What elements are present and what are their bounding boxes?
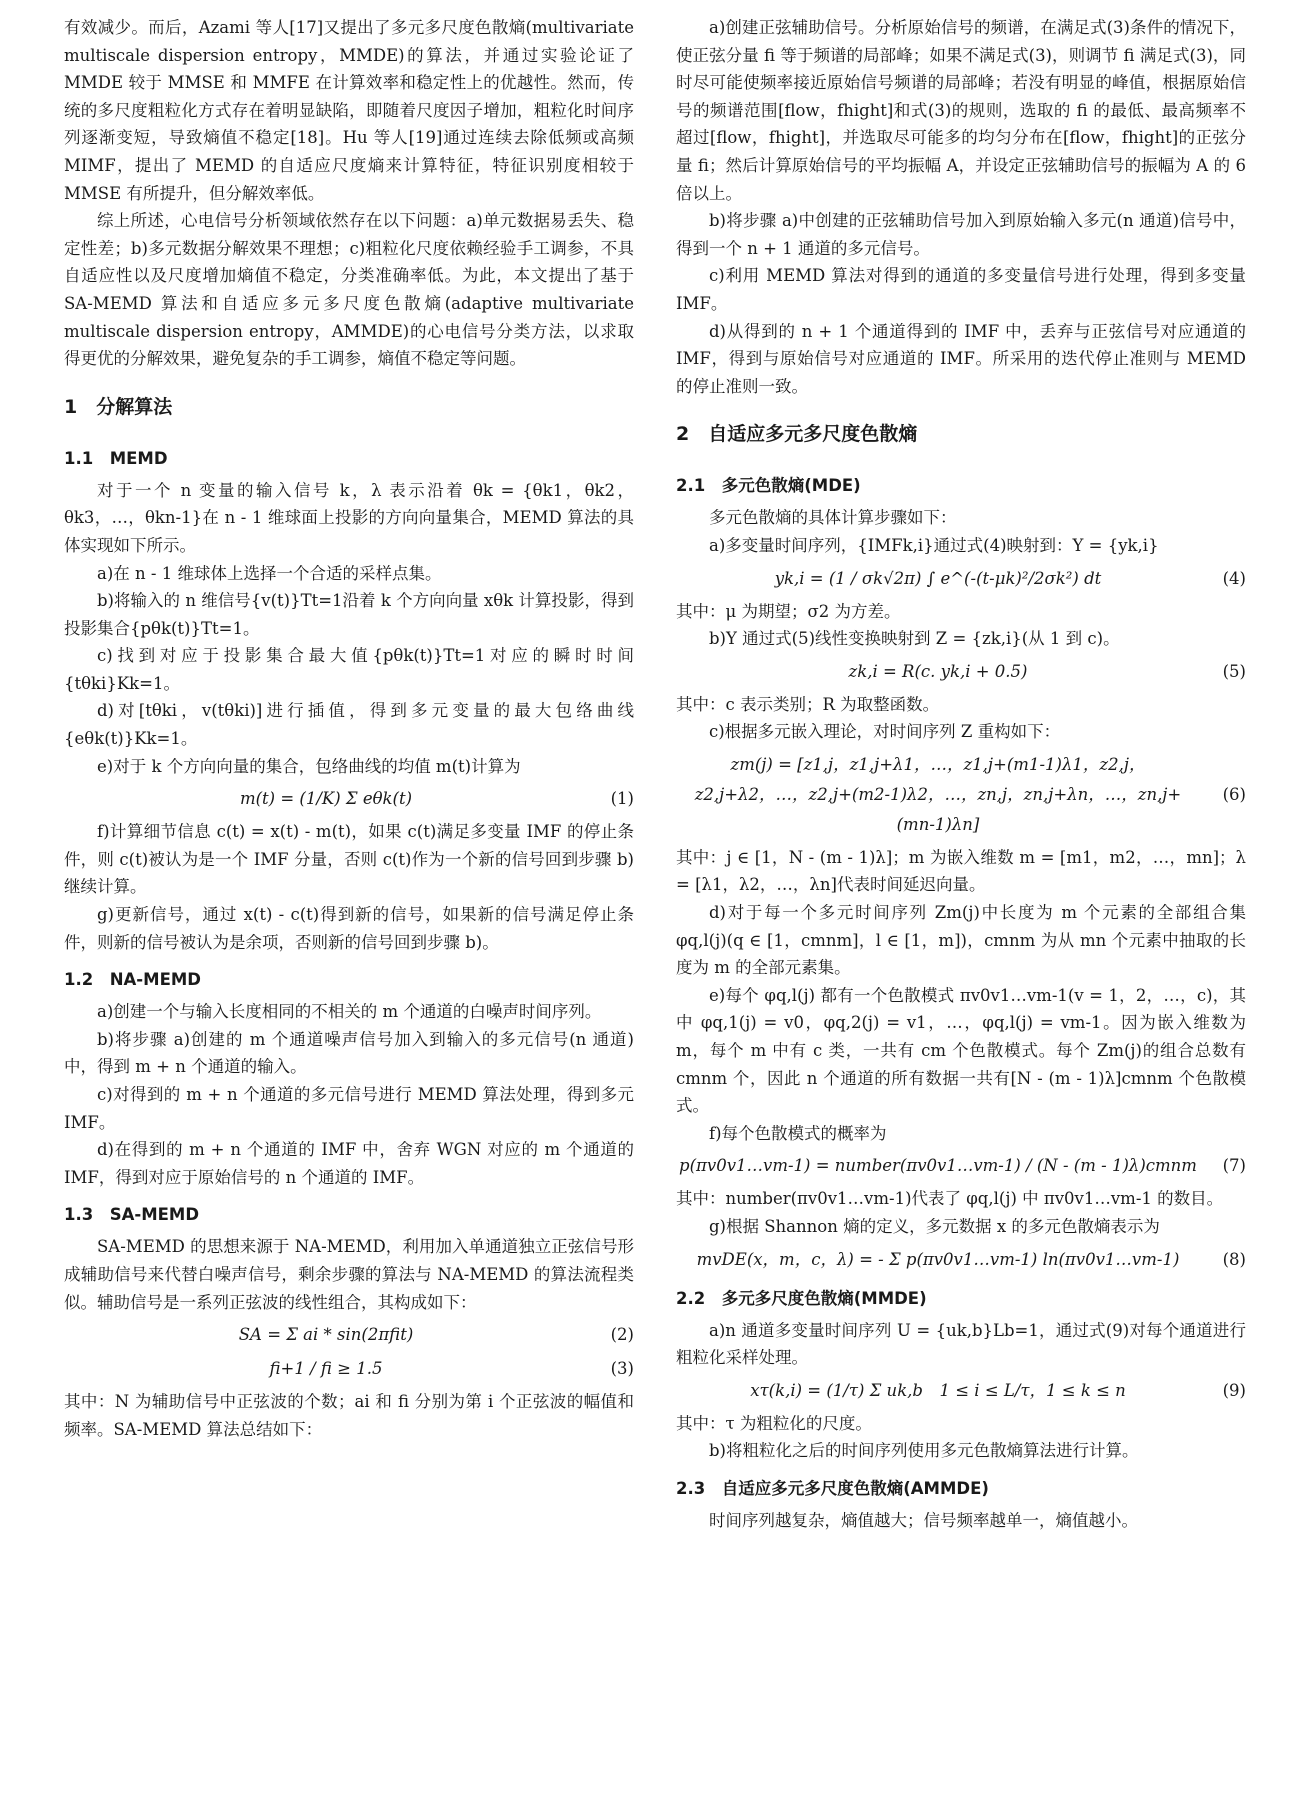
equation — [676, 564, 1246, 594]
paragraph: b)将步骤 a)创建的 m 个通道噪声信号加入到输入的多元信号(n 通道)中，得到 m + n 个通道的输入。 — [64, 1029, 634, 1077]
paragraph: g)更新信号，通过 x(t) - c(t)得到新的信号，如果新的信号满足停止条件，则新的信号被认为是余项，否则新的信号回到步骤 b)。 — [64, 905, 634, 952]
paragraph: f)计算细节信息 c(t) = x(t) - m(t)，如果 c(t)满足多变量 IMF 的停止条件，则 c(t)被认为是一个 IMF 分量，否则 c(t)作为一个新的信号回到步骤 b)继续计算。 — [64, 822, 634, 897]
paragraph: 时间序列越复杂，熵值越大；信号频率越单一，熵值越小。 — [709, 1510, 1138, 1530]
equation — [676, 1151, 1246, 1181]
paragraph: c)找到对应于投影集合最大值{pθk(t)}Tt=1对应的瞬时时间{tθki}Kk=1。 — [64, 646, 634, 693]
equation-number: (5) — [1222, 661, 1246, 681]
paragraph: d)对[tθki，v(tθki)]进行插值，得到多元变量的最大包络曲线{eθk(t)}Kk=1。 — [64, 701, 634, 749]
paragraph: b)将粗粒化之后的时间序列使用多元色散熵算法进行计算。 — [709, 1441, 1139, 1461]
equation-number: (2) — [610, 1325, 634, 1345]
equation-body: m(t) = (1/K) Σ eθk(t) — [239, 789, 413, 809]
equation — [676, 657, 1246, 687]
paragraph: 其中：j ∈ [1，N - (m - 1)λ]；m 为嵌入维数 m = [m1，m2，…，mn]；λ = [λ1，λ2，…，λn]代表时间延迟向量。 — [676, 847, 1246, 895]
paragraph: c)根据多元嵌入理论，对时间序列 Z 重构如下： — [709, 722, 1061, 742]
left-column — [64, 14, 634, 1443]
equation-number: (6) — [1222, 784, 1246, 804]
equation-body: yk,i = (1 / σk√2π) ∫ e^(-(t-μk)²/2σk²) dt — [774, 568, 1102, 588]
equation-body: zk,i = R(c. yk,i + 0.5) — [848, 661, 1028, 681]
subsection-heading: 2.1 多元色散熵(MDE) — [676, 476, 861, 496]
paragraph: 其中：τ 为粗粒化的尺度。 — [676, 1413, 872, 1433]
subsection-heading: 1.1 MEMD — [64, 448, 168, 468]
equation — [64, 1320, 634, 1350]
equation-number: (3) — [610, 1359, 634, 1379]
equation-body: SA = Σ ai * sin(2πfit) — [238, 1325, 414, 1345]
paragraph: e)每个 φq,l(j) 都有一个色散模式 πv0v1…vm-1(v = 1，2，…，c)，其中 φq,1(j) = v0，φq,2(j) = v1，…，φq,l(j) = vm-1。因为嵌入维数为 m，每个 m 中有 c 类，一共有 cm 个色散模式。每个 Zm(j)的组合总数有 cmnm 个，因此 n 个通道的所有数据一共有[N - (m - 1)λ]cmnm 个色散模式。 — [676, 985, 1246, 1116]
subsection-heading: 1.3 SA-MEMD — [64, 1205, 200, 1225]
paragraph: e)对于 k 个方向向量的集合，包络曲线的均值 m(t)计算为 — [97, 756, 521, 776]
paragraph: b)将输入的 n 维信号{v(t)}Tt=1沿着 k 个方向向量 xθk 计算投影，得到投影集合{pθk(t)}Tt=1。 — [64, 591, 634, 638]
paragraph: 其中：μ 为期望；σ2 为方差。 — [676, 601, 901, 621]
equation — [64, 784, 634, 814]
section-heading: 1 分解算法 — [64, 395, 173, 418]
equation-number: (7) — [1222, 1156, 1246, 1176]
paragraph: a)多变量时间序列，{IMFk,i}通过式(4)映射到：Y = {yk,i} — [709, 535, 1159, 555]
equation — [64, 1354, 634, 1384]
paragraph: f)每个色散模式的概率为 — [709, 1123, 887, 1143]
paragraph: a)创建一个与输入长度相同的不相关的 m 个通道的白噪声时间序列。 — [97, 1002, 602, 1022]
paragraph: a)创建正弦辅助信号。分析原始信号的频谱，在满足式(3)条件的情况下，使正弦分量 fi 等于频谱的局部峰；如果不满足式(3)，则调节 fi 满足式(3)，同时尽可能使频率接近原始信号频谱的局部峰；若没有明显的峰值，根据原始信号的频谱范围[flow，fhight]和式(3)的规则，选取的 fi 的最低、最高频率不超过[flow，fhight]，并选取尽可能多的均匀分布在[flow，fhight]的正弦分量 fi；然后计算原始信号的平均振幅 A，并设定正弦辅助信号的振幅为 A 的 6 倍以上。 — [676, 18, 1246, 203]
equation-body: p(πv0v1…vm-1) = number(πv0v1…vm-1) / (N - (m - 1)λ)cmnm — [679, 1156, 1197, 1176]
paragraph: a)n 通道多变量时间序列 U = {uk,b}Lb=1，通过式(9)对每个通道进行粗粒化采样处理。 — [676, 1320, 1246, 1368]
equation-body: fi+1 / fi ≥ 1.5 — [269, 1359, 383, 1379]
paragraph: 多元色散熵的具体计算步骤如下： — [709, 508, 957, 528]
equation-number: (8) — [1222, 1249, 1246, 1269]
paragraph: b)Y 通过式(5)线性变换映射到 Z = {zk,i}(从 1 到 c)。 — [709, 629, 1120, 649]
paragraph: 有效减少。而后，Azami 等人[17]又提出了多元多尺度色散熵(multivariate multiscale dispersion entropy，MMDE)的算法，并通过实验论证了 MMDE 较于 MMSE 和 MMFE 在计算效率和稳定性上的优越性。然而，传统的多尺度粗粒化方式存在着明显缺陷，即随着尺度因子增加，粗粒化时间序列逐渐变短，导致熵值不稳定[18]。Hu 等人[19]通过连续去除低频或高频 MIMF，提出了 MEMD 的自适应尺度熵来计算特征，特征识别度相较于 MMSE 有所提升，但分解效率低。 — [64, 18, 634, 203]
subsection-heading: 2.3 自适应多元多尺度色散熵(AMMDE) — [676, 1478, 989, 1498]
paragraph: a)在 n - 1 维球体上选择一个合适的采样点集。 — [97, 563, 442, 583]
paragraph: SA-MEMD 的思想来源于 NA-MEMD，利用加入单通道独立正弦信号形成辅助信号来代替白噪声信号，剩余步骤的算法与 NA-MEMD 的算法流程类似。辅助信号是一系列正弦波的线性组合，其构成如下： — [64, 1237, 634, 1312]
equation-body: xτ(k,i) = (1/τ) Σ uk,b 1 ≤ i ≤ L/τ，1 ≤ k ≤ n — [750, 1380, 1126, 1400]
paragraph: d)对于每一个多元时间序列 Zm(j)中长度为 m 个元素的全部组合集 φq,l(j)(q ∈ [1，cmnm]，l ∈ [1，m])，cmnm 为从 mn 个元素中抽取的长度为 m 的全部元素集。 — [676, 903, 1246, 978]
paragraph: 综上所述，心电信号分析领域依然存在以下问题：a)单元数据易丢失、稳定性差；b)多元数据分解效果不理想；c)粗粒化尺度依赖经验手工调参，不具自适应性以及尺度增加熵值不稳定，分类准确率低。为此，本文提出了基于 SA-MEMD 算法和自适应多元多尺度色散熵(adaptive multivariate multiscale dispersion entropy，AMMDE)的心电信号分类方法，以求取得更优的分解效果，避免复杂的手工调参，熵值不稳定等问题。 — [64, 211, 634, 369]
paragraph: c)对得到的 m + n 个通道的多元信号进行 MEMD 算法处理，得到多元 IMF。 — [64, 1085, 634, 1132]
right-column — [676, 14, 1246, 1535]
equation-body: zm(j) = [z1,j，z1,j+λ1，…，z1,j+(m1-1)λ1，z2,j，z2,j+λ2，…，z2,j+(m2-1)λ2，…，zn,j，zn,j+λn，…，zn,j+(mn-1)λn] — [694, 754, 1182, 834]
section-heading: 2 自适应多元多尺度色散熵 — [676, 423, 918, 446]
equation — [676, 1245, 1246, 1275]
paragraph: g)根据 Shannon 熵的定义，多元数据 x 的多元色散熵表示为 — [709, 1217, 1160, 1236]
paragraph: c)利用 MEMD 算法对得到的通道的多变量信号进行处理，得到多变量 IMF。 — [676, 266, 1246, 313]
paragraph: d)在得到的 m + n 个通道的 IMF 中，舍弃 WGN 对应的 m 个通道的 IMF，得到对应于原始信号的 n 个通道的 IMF。 — [64, 1140, 634, 1187]
subsection-heading: 1.2 NA-MEMD — [64, 970, 201, 990]
paragraph: 对于一个 n 变量的输入信号 k，λ 表示沿着 θk = {θk1，θk2，θk3，…，θkn-1}在 n - 1 维球面上投影的方向向量集合，MEMD 算法的具体实现如下所示。 — [64, 480, 634, 555]
paragraph: 其中：c 表示类别；R 为取整函数。 — [676, 694, 940, 714]
paragraph: 其中：number(πv0v1…vm-1)代表了 φq,l(j) 中 πv0v1…vm-1 的数目。 — [676, 1189, 1224, 1209]
subsection-heading: 2.2 多元多尺度色散熵(MMDE) — [676, 1288, 927, 1308]
equation-number: (4) — [1222, 568, 1246, 588]
equation — [676, 1376, 1246, 1406]
paragraph: 其中：N 为辅助信号中正弦波的个数；ai 和 fi 分别为第 i 个正弦波的幅值和频率。SA-MEMD 算法总结如下： — [64, 1392, 634, 1439]
equation-body: mvDE(x，m，c，λ) = - Σ p(πv0v1…vm-1) ln(πv0v1…vm-1) — [696, 1249, 1180, 1269]
equation — [676, 750, 1246, 840]
paragraph: b)将步骤 a)中创建的正弦辅助信号加入到原始输入多元(n 通道)信号中，得到一个 n + 1 通道的多元信号。 — [676, 211, 1246, 258]
equation-number: (1) — [610, 789, 634, 809]
equation-number: (9) — [1222, 1380, 1246, 1400]
paragraph: d)从得到的 n + 1 个通道得到的 IMF 中，丢弃与正弦信号对应通道的 IMF，得到与原始信号对应通道的 IMF。所采用的迭代停止准则与 MEMD 的停止准则一致。 — [676, 321, 1246, 396]
